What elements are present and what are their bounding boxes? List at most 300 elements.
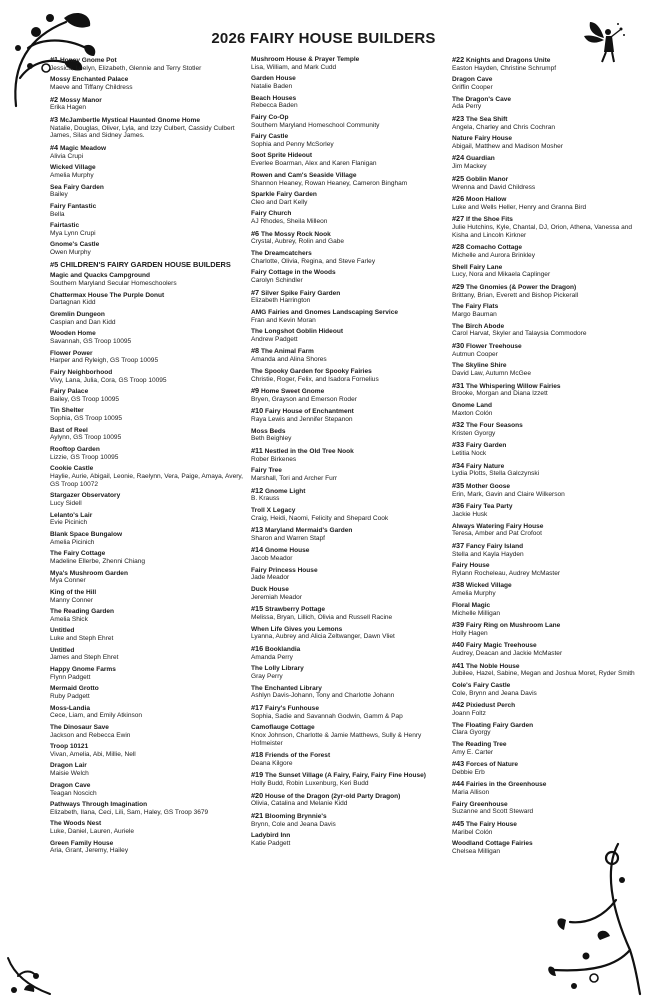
house-title bbox=[251, 210, 449, 218]
house-name: Fairy Co-Op bbox=[251, 113, 289, 121]
list-item bbox=[50, 820, 248, 836]
house-title bbox=[251, 133, 449, 141]
list-item bbox=[452, 175, 647, 192]
builder-names: Savannah, GS Troop 10095 bbox=[50, 337, 132, 345]
list-item bbox=[50, 627, 248, 643]
entry-number: #11 bbox=[251, 445, 263, 455]
list-item bbox=[50, 116, 248, 140]
house-name: Camoflauge Cottage bbox=[251, 724, 315, 732]
entry-number: #7 bbox=[251, 287, 260, 297]
house-name: Gremlin Dungeon bbox=[50, 310, 105, 318]
list-item bbox=[251, 487, 449, 504]
builder-names: Elizabeth, Ilana, Ceci, Lili, Sam, Haley, GS Troop 3679 bbox=[50, 808, 209, 816]
house-name: Dragon Lair bbox=[50, 762, 87, 770]
list-item bbox=[50, 465, 248, 488]
builder-names: Sharon and Warren Stapf bbox=[251, 534, 325, 542]
list-item bbox=[452, 362, 647, 378]
builder-names: Wrenna and David Childress bbox=[452, 183, 536, 191]
house-name: Fairies in the Greenhouse bbox=[466, 781, 547, 789]
house-name: Troll X Legacy bbox=[251, 506, 296, 514]
list-item bbox=[251, 771, 449, 788]
builder-names: Craig, Heidi, Naomi, Felicity and Shepard Cook bbox=[251, 514, 389, 522]
builder-names: Dartagnan Kidd bbox=[50, 299, 96, 307]
house-name: Fairy Princess House bbox=[251, 566, 318, 574]
house-title bbox=[251, 289, 449, 298]
house-name: Cole's Fairy Castle bbox=[452, 681, 511, 689]
house-title bbox=[50, 512, 248, 520]
builder-names: Rebecca Baden bbox=[251, 102, 298, 110]
house-name: Sea Fairy Garden bbox=[50, 183, 104, 191]
house-title bbox=[251, 645, 449, 654]
house-name: Fairy Fantastic bbox=[50, 202, 97, 210]
list-item bbox=[251, 428, 449, 444]
house-name: Moss-Landia bbox=[50, 704, 91, 712]
builder-names: Aylynn, GS Troop 10095 bbox=[50, 434, 122, 442]
list-item bbox=[50, 550, 248, 566]
list-item bbox=[251, 75, 449, 91]
builder-names: Carolyn Schindler bbox=[251, 277, 303, 285]
house-title bbox=[251, 626, 449, 634]
builder-names: Lizzie, GS Troop 10095 bbox=[50, 453, 119, 461]
house-name: Fairy Nature bbox=[466, 462, 505, 470]
builder-names: Griffin Cooper bbox=[452, 84, 493, 92]
house-name: Mushroom House & Prayer Temple bbox=[251, 56, 360, 63]
list-item bbox=[50, 743, 248, 759]
builder-names: Vivan, Amelia, Abi, Millie, Nell bbox=[50, 750, 136, 758]
builder-names: Stella and Kayla Hayden bbox=[452, 550, 524, 558]
builder-names: Ruby Padgett bbox=[50, 693, 90, 701]
builder-names: B. Krauss bbox=[251, 495, 280, 503]
list-item bbox=[452, 342, 647, 359]
builder-names: Erika Hagen bbox=[50, 104, 87, 112]
house-title bbox=[50, 627, 248, 635]
house-title bbox=[50, 589, 248, 597]
entry-number: #23 bbox=[452, 113, 465, 123]
house-name: Mossy Manor bbox=[59, 96, 102, 104]
entry-number: #32 bbox=[452, 420, 465, 430]
builder-names: Jacob Meador bbox=[251, 555, 293, 563]
house-name: Duck House bbox=[251, 586, 289, 594]
house-name: Always Watering Fairy House bbox=[452, 522, 544, 530]
house-title bbox=[452, 342, 647, 351]
list-item bbox=[452, 115, 647, 132]
builder-names: Maeve and Tiffany Childress bbox=[50, 84, 133, 92]
builder-names: Margo Bauman bbox=[452, 311, 497, 319]
list-item bbox=[50, 272, 248, 288]
house-name: Fairy Palace bbox=[50, 388, 89, 396]
house-title bbox=[452, 303, 647, 311]
house-title bbox=[452, 682, 647, 690]
entry-number: #8 bbox=[251, 346, 260, 356]
house-title bbox=[452, 780, 647, 789]
house-name: The Mossy Rock Nook bbox=[260, 230, 331, 238]
list-item bbox=[452, 581, 647, 598]
house-title bbox=[251, 832, 449, 840]
house-name: The Dinosaur Save bbox=[50, 723, 109, 731]
builder-names: Brynn, Cole and Jeana Davis bbox=[251, 820, 336, 828]
house-title bbox=[251, 812, 449, 821]
list-item bbox=[452, 154, 647, 171]
list-item bbox=[452, 641, 647, 658]
house-title bbox=[452, 701, 647, 710]
house-name: Gnome's Castle bbox=[50, 241, 100, 249]
house-name: Magic and Quacks Campground bbox=[50, 272, 151, 280]
list-item bbox=[50, 369, 248, 385]
builder-names: Southern Maryland Homeschool Community bbox=[251, 121, 380, 129]
builder-names: AJ Rhodes, Sheila Milleon bbox=[251, 218, 328, 226]
house-name: Lelanto's Lair bbox=[50, 511, 93, 519]
house-name: Gnome Light bbox=[265, 487, 306, 495]
house-title bbox=[452, 641, 647, 650]
builder-names: Kristen Gyorgy bbox=[452, 429, 496, 437]
entry-number: #38 bbox=[452, 580, 465, 590]
house-name: Comacho Cottage bbox=[466, 244, 523, 252]
house-title bbox=[50, 531, 248, 539]
builder-names: Brittany, Brian, Everett and Bishop Pickerall bbox=[452, 291, 579, 299]
house-title bbox=[452, 195, 647, 204]
house-title bbox=[251, 428, 449, 436]
page-title: 2026 FAIRY HOUSE BUILDERS bbox=[211, 30, 436, 47]
list-item bbox=[251, 605, 449, 622]
list-item bbox=[50, 492, 248, 508]
section-heading: #5 CHILDREN'S FAIRY GARDEN HOUSE BUILDERS bbox=[50, 259, 231, 269]
house-title bbox=[251, 95, 449, 103]
house-name: Magic Meadow bbox=[59, 144, 107, 152]
list-item bbox=[452, 780, 647, 797]
list-item bbox=[251, 447, 449, 464]
house-name: Silver Spike Fairy Garden bbox=[260, 289, 341, 297]
entry-number: #34 bbox=[452, 460, 465, 470]
house-name: Mya's Mushroom Garden bbox=[50, 569, 128, 577]
entry-number: #1 bbox=[50, 55, 59, 64]
entry-number: #28 bbox=[452, 242, 465, 252]
house-title bbox=[251, 467, 449, 475]
entry-number: #36 bbox=[452, 501, 465, 511]
list-item bbox=[452, 662, 647, 679]
builder-names: Maisie Welch bbox=[50, 770, 89, 778]
house-title bbox=[251, 526, 449, 535]
entry-number: #27 bbox=[452, 214, 465, 224]
house-title bbox=[50, 116, 248, 125]
builder-names: Julie Hutchins, Kyle, Chantal, DJ, Orion, Athena, Vanessa and Kisha and Lincoln Kirkner bbox=[452, 224, 633, 239]
list-item bbox=[50, 76, 248, 92]
house-name: Fairtastic bbox=[50, 222, 80, 230]
house-name: Flower Power bbox=[50, 349, 93, 357]
house-title bbox=[452, 502, 647, 511]
list-item bbox=[251, 250, 449, 266]
house-name: Fairy House bbox=[452, 562, 490, 570]
builder-names: Amelia Shick bbox=[50, 615, 88, 623]
builder-names: Alivia Crupi bbox=[50, 152, 84, 160]
house-name: The Dreamcatchers bbox=[251, 249, 312, 257]
builder-names: Holly Budd, Robin Luxenburg, Keri Budd bbox=[251, 780, 369, 788]
entry-number: #35 bbox=[452, 480, 465, 490]
list-item bbox=[251, 526, 449, 543]
house-title bbox=[251, 487, 449, 496]
builder-names: Easton Hayden, Christine Schrumpf bbox=[452, 64, 557, 72]
house-title bbox=[50, 203, 248, 211]
list-item bbox=[50, 666, 248, 682]
builder-names: Aria, Grant, Jeremy, Hailey bbox=[50, 847, 129, 855]
house-title bbox=[50, 492, 248, 500]
list-item bbox=[452, 682, 647, 698]
list-item bbox=[452, 502, 647, 519]
builder-names: Southern Maryland Secular Homeschoolers bbox=[50, 280, 177, 288]
house-name: Fairy Church bbox=[251, 210, 292, 218]
list-item bbox=[50, 840, 248, 856]
builder-names: Jackie Husk bbox=[452, 511, 488, 519]
house-title bbox=[452, 722, 647, 730]
house-name: The Four Seasons bbox=[466, 422, 523, 430]
house-name: Tin Shelter bbox=[50, 407, 84, 415]
house-title bbox=[50, 550, 248, 558]
builder-names: Teagan Noscich bbox=[50, 789, 97, 797]
list-item bbox=[251, 191, 449, 207]
house-name: Fairy Garden bbox=[466, 442, 507, 450]
builder-names: Michelle and Aurora Brinkley bbox=[452, 252, 535, 260]
list-item bbox=[452, 96, 647, 112]
list-item bbox=[50, 724, 248, 740]
house-name: Home Sweet Gnome bbox=[260, 388, 325, 396]
entry-number: #9 bbox=[251, 386, 260, 396]
list-item bbox=[251, 289, 449, 306]
list-item bbox=[452, 76, 647, 92]
list-item bbox=[251, 507, 449, 523]
house-title bbox=[452, 621, 647, 630]
house-name: The Sunset Village (A Fairy, Fairy, Fairy Fine House) bbox=[265, 772, 426, 780]
house-name: Wooden Home bbox=[50, 330, 96, 338]
house-name: Booklandia bbox=[265, 645, 301, 653]
house-name: Sparkle Fairy Garden bbox=[251, 191, 317, 199]
builder-names: Cole, Brynn and Jeana Davis bbox=[452, 689, 537, 697]
house-title bbox=[452, 662, 647, 671]
house-name: The Reading Garden bbox=[50, 608, 115, 616]
house-title bbox=[251, 387, 449, 396]
list-item bbox=[50, 762, 248, 778]
builder-names: Fran and Kevin Moran bbox=[251, 316, 316, 324]
builder-names: Angela, Charley and Chris Cochran bbox=[452, 123, 555, 131]
builder-names: Jackson and Rebecca Ewin bbox=[50, 731, 131, 739]
list-item bbox=[50, 350, 248, 366]
builder-names: Everlee Boarman, Alex and Karen Flanigan bbox=[251, 160, 377, 168]
list-item bbox=[251, 133, 449, 149]
entry-number: #45 bbox=[452, 819, 465, 829]
builder-names: Sophia and Penny McSorley bbox=[251, 140, 334, 148]
house-title bbox=[251, 368, 449, 376]
entry-number: #37 bbox=[452, 540, 465, 550]
house-name: Garden House bbox=[251, 75, 296, 83]
entry-number: #43 bbox=[452, 759, 465, 769]
list-item bbox=[452, 264, 647, 280]
entry-number: #29 bbox=[452, 282, 465, 292]
builder-names: Lydia Plotts, Stella Galczynski bbox=[452, 470, 540, 478]
house-name: Wicked Village bbox=[466, 582, 512, 590]
list-item bbox=[452, 56, 647, 73]
house-name: Fairy Greenhouse bbox=[452, 800, 508, 808]
builder-names: Christie, Roger, Felix, and Isadora Fornelius bbox=[251, 375, 379, 383]
house-title bbox=[452, 840, 647, 848]
list-item bbox=[251, 230, 449, 247]
house-title bbox=[452, 820, 647, 829]
floral-corner-bottom-left bbox=[4, 954, 52, 998]
house-name: The Enchanted Library bbox=[251, 684, 322, 692]
list-item bbox=[251, 368, 449, 384]
list-item bbox=[452, 382, 647, 399]
list-item bbox=[452, 323, 647, 339]
house-name: Flower Treehouse bbox=[466, 342, 522, 350]
house-title bbox=[50, 369, 248, 377]
list-item bbox=[251, 269, 449, 285]
list-item bbox=[452, 602, 647, 618]
builder-names: Lucy, Nora and Mikaela Caplinger bbox=[452, 271, 551, 279]
entry-number: #41 bbox=[452, 660, 465, 670]
builder-names: Evie Picinich bbox=[50, 519, 88, 527]
house-title bbox=[452, 115, 647, 124]
builder-names: Knox Johnson, Charlotte & Jamie Matthews, Sully & Henry Hofmeister bbox=[251, 731, 422, 747]
house-title bbox=[50, 782, 248, 790]
list-item bbox=[50, 647, 248, 663]
house-name: The Whispering Willow Fairies bbox=[466, 382, 561, 390]
house-title bbox=[251, 447, 449, 456]
builder-names: Amelia Murphy bbox=[50, 171, 94, 179]
house-name: The Sea Shift bbox=[466, 115, 508, 123]
house-title bbox=[452, 175, 647, 184]
house-title bbox=[50, 144, 248, 153]
list-item bbox=[251, 704, 449, 721]
builder-names: Crystal, Aubrey, Rolin and Gabe bbox=[251, 238, 345, 246]
list-item bbox=[452, 820, 647, 837]
builder-names: Clara Gyorgy bbox=[452, 729, 491, 737]
list-item bbox=[251, 812, 449, 829]
house-title bbox=[452, 542, 647, 551]
house-title bbox=[50, 272, 248, 280]
builder-names: Gray Perry bbox=[251, 672, 283, 680]
entry-number: #25 bbox=[452, 173, 465, 183]
entry-number: #26 bbox=[452, 194, 465, 204]
house-title bbox=[50, 705, 248, 713]
list-item bbox=[452, 462, 647, 479]
builder-names: Brooke, Morgan and Diana Izzett bbox=[452, 390, 548, 398]
house-name: Dragon Cave bbox=[50, 781, 91, 789]
entry-number: #4 bbox=[50, 142, 59, 152]
builder-names: Amelia Picinich bbox=[50, 538, 95, 546]
house-name: AMG Fairies and Gnomes Landscaping Service bbox=[251, 308, 398, 316]
builder-names: Audrey, Deacan and Jackie McMaster bbox=[452, 650, 563, 658]
house-name: Dragon Cave bbox=[452, 76, 493, 84]
house-title bbox=[452, 76, 647, 84]
builder-names: Lyanna, Aubrey and Alicia Zeltwanger, Dawn Vliet bbox=[251, 633, 395, 641]
house-name: The Longshot Goblin Hideout bbox=[251, 328, 344, 336]
list-item bbox=[50, 407, 248, 423]
house-title bbox=[50, 241, 248, 249]
column-2 bbox=[251, 56, 449, 852]
house-name: Beach Houses bbox=[251, 94, 297, 102]
builder-names: Bryen, Grayson and Emerson Roder bbox=[251, 395, 357, 403]
list-item bbox=[50, 330, 248, 346]
builder-names: Shannon Heaney, Rowan Heaney, Cameron Bingham bbox=[251, 179, 408, 187]
house-title bbox=[251, 586, 449, 594]
list-item bbox=[251, 685, 449, 701]
entry-number: #13 bbox=[251, 525, 264, 535]
house-title bbox=[50, 666, 248, 674]
house-name: Wicked Village bbox=[50, 164, 96, 172]
house-name: Mermaid Grotto bbox=[50, 685, 99, 693]
house-name: Gnome Land bbox=[452, 401, 493, 409]
builder-names: Jim Mackey bbox=[452, 163, 487, 171]
list-item bbox=[50, 531, 248, 547]
builder-names: Jubilee, Hazel, Sabine, Megan and Joshua Moret, Ryder Smith bbox=[452, 670, 635, 678]
list-item bbox=[251, 665, 449, 681]
house-name: Rooftop Garden bbox=[50, 445, 100, 453]
entry-number: #24 bbox=[452, 153, 465, 163]
builder-names: Lisa, William, and Mark Cudd bbox=[251, 63, 337, 71]
builder-names: Deana Kilgore bbox=[251, 759, 293, 767]
house-title bbox=[50, 743, 248, 751]
house-title bbox=[251, 269, 449, 277]
list-item bbox=[50, 222, 248, 238]
builder-names: Jade Meador bbox=[251, 574, 290, 582]
builder-names: Andrew Padgett bbox=[251, 335, 298, 343]
house-name: Stargazer Observatory bbox=[50, 492, 121, 500]
builder-names: Letitia Nock bbox=[452, 450, 487, 458]
builder-names: Katie Padgett bbox=[251, 840, 291, 848]
builder-names: Luke and Steph Ehret bbox=[50, 635, 114, 643]
house-name: McJambertle Mystical Haunted Gnome Home bbox=[59, 116, 201, 124]
house-name: Untitled bbox=[50, 627, 75, 635]
house-name: Goblin Manor bbox=[466, 175, 509, 183]
house-title bbox=[251, 172, 449, 180]
builder-names: Debbie Erb bbox=[452, 768, 485, 776]
house-title bbox=[50, 647, 248, 655]
list-item bbox=[452, 441, 647, 458]
house-name: When Life Gives you Lemons bbox=[251, 625, 343, 633]
house-title bbox=[452, 154, 647, 163]
builder-names: Bailey bbox=[50, 191, 68, 199]
list-item bbox=[251, 114, 449, 130]
list-item bbox=[452, 760, 647, 777]
builder-names: Marshall, Tori and Archer Furr bbox=[251, 474, 338, 482]
entry-number: #10 bbox=[251, 406, 264, 416]
list-item bbox=[251, 328, 449, 344]
builder-names: Flynn Padgett bbox=[50, 673, 91, 681]
house-title bbox=[50, 350, 248, 358]
house-name: Mossy Enchanted Palace bbox=[50, 76, 129, 84]
list-item bbox=[452, 402, 647, 418]
entry-number: #22 bbox=[452, 55, 465, 64]
house-title bbox=[50, 184, 248, 192]
list-item bbox=[452, 421, 647, 438]
list-item bbox=[50, 446, 248, 462]
house-name: Ladybird Inn bbox=[251, 832, 291, 840]
builder-names: Sophia, Sadie and Savannah Godwin, Gamm & Pap bbox=[251, 712, 403, 720]
house-name: The Birch Abode bbox=[452, 322, 505, 330]
builder-names: Maria Allison bbox=[452, 789, 490, 797]
entry-number: #14 bbox=[251, 545, 264, 555]
list-item bbox=[251, 626, 449, 642]
builder-names: Rober Birkenes bbox=[251, 455, 297, 463]
house-title bbox=[251, 407, 449, 416]
builder-names: Cece, Liam, and Emily Atkinson bbox=[50, 712, 143, 720]
list-item bbox=[50, 241, 248, 257]
builder-names: Ada Perry bbox=[452, 103, 482, 111]
builder-names: Mya Conner bbox=[50, 577, 86, 585]
house-title bbox=[251, 751, 449, 760]
house-title bbox=[50, 164, 248, 172]
list-item bbox=[452, 283, 647, 300]
entry-number: #15 bbox=[251, 604, 264, 614]
builder-names: Luke and Wells Heller, Henry and Granna Bird bbox=[452, 203, 587, 211]
house-name: Strawberry Pottage bbox=[265, 606, 326, 614]
